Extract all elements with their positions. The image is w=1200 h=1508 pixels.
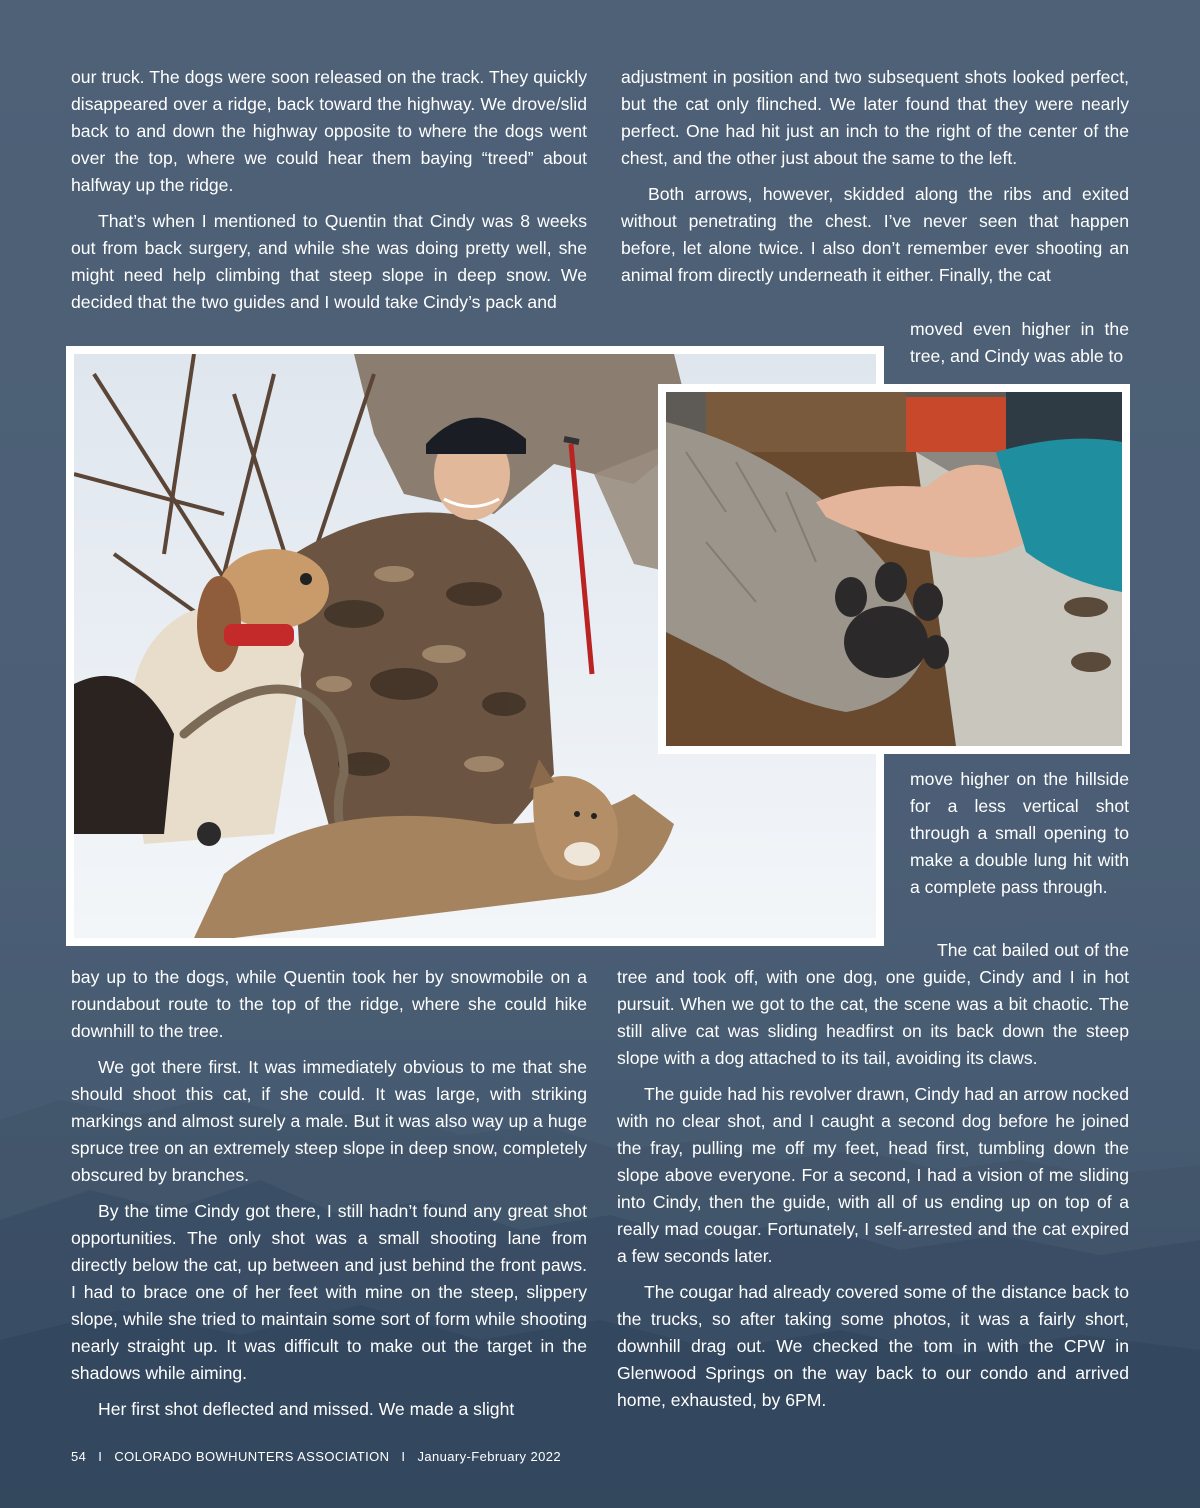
paragraph: That’s when I mentioned to Quentin that Cindy was 8 weeks out from back surgery, and while she was doing pretty well, she might need help climbing that steep slope in deep snow. We decided that the two guides and I would take Cindy’s pack and xyxy=(71,211,587,312)
paragraph: We got there first. It was immediately obvious to me that she should shoot this cat, if she could. It was large, with striking markings and almost surely a male. But it was also way up a huge spruce tree on an extremely steep slope in deep snow, completely obscured by branches. xyxy=(71,1057,587,1185)
article-column-bottom-right xyxy=(617,937,1129,1423)
paragraph: Her first shot deflected and missed. We made a slight xyxy=(98,1399,515,1419)
issue-date: January-February 2022 xyxy=(417,1449,561,1464)
paragraph: moved even higher in the tree, and Cindy was able to xyxy=(910,319,1129,366)
paragraph: move higher on the hillside for a less vertical shot through a small opening to make a double lung hit with a complete pass through. xyxy=(910,769,1129,897)
footer-separator: I xyxy=(98,1449,103,1464)
article-column-narrow-lower xyxy=(910,766,1129,910)
article-column-narrow-upper xyxy=(910,316,1129,379)
page-number: 54 xyxy=(71,1449,87,1464)
paragraph: The cougar had already covered some of the distance back to the trucks, so after taking some photos, it was a fairly short, downhill drag out. We checked the tom in with the CPW in Glenwood Springs on the way back to our condo and arrived home, exhausted, by 6PM. xyxy=(617,1282,1129,1410)
publication-name: COLORADO BOWHUNTERS ASSOCIATION xyxy=(114,1449,390,1464)
article-column-top-right xyxy=(621,64,1129,298)
paragraph: Both arrows, however, skidded along the ribs and exited without penetrating the chest. I’ve never seen that happen before, let alone twice. I also don’t remember ever shooting an animal from directly underneath it either. Finally, the cat xyxy=(621,184,1129,285)
paragraph: our truck. The dogs were soon released on the track. They quickly disappeared over a ridge, back toward the highway. We drove/slid back to and down the highway opposite to where the dogs went over the top, where we could hear them baying “treed” about halfway up the ridge. xyxy=(71,67,587,195)
page-footer xyxy=(71,1449,567,1464)
article-column-top-left xyxy=(71,64,587,325)
paragraph: By the time Cindy got there, I still hadn’t found any great shot opportunities. The only shot was a small shooting lane from directly below the cat, up between and just behind the front paws. I had to brace one of her feet with mine on the steep, slippery slope, while she tried to maintain some sort of form while shooting nearly straight up. It was difficult to make out the target in the shadows while aiming. xyxy=(71,1201,587,1383)
paragraph: The guide had his revolver drawn, Cindy had an arrow nocked with no clear shot, and I caught a second dog before he joined the fray, pulling me off my feet, head first, tumbling down the slope above everyone. For a second, I had a vision of me sliding into Cindy, then the guide, with all of us ending up on top of a really mad cougar. Fortunately, I self-arrested and the cat expired a few seconds later. xyxy=(617,1084,1129,1266)
paragraph: adjustment in position and two subsequent shots looked perfect, but the cat only flinched. We later found that they were nearly perfect. One had hit just an inch to the right of the center of the chest, and the other just about the same to the left. xyxy=(621,67,1129,168)
paragraph: The cat bailed out of the tree and took off, with one dog, one guide, Cindy and I in hot pursuit. When we got to the cat, the scene was a bit chaotic. The still alive cat was sliding headfirst on its back down the steep slope with a dog attached to its tail, avoiding its claws. xyxy=(617,940,1129,1068)
paragraph: bay up to the dogs, while Quentin took her by snowmobile on a roundabout route to the top of the ridge, where she could hike downhill to the tree. xyxy=(71,967,587,1041)
cougar-paw-and-hand-photo xyxy=(666,392,1122,746)
photo-illustration xyxy=(666,392,1122,746)
footer-separator: I xyxy=(401,1449,406,1464)
article-column-bottom-left xyxy=(71,964,587,1432)
photo-inset-frame xyxy=(658,384,1130,754)
